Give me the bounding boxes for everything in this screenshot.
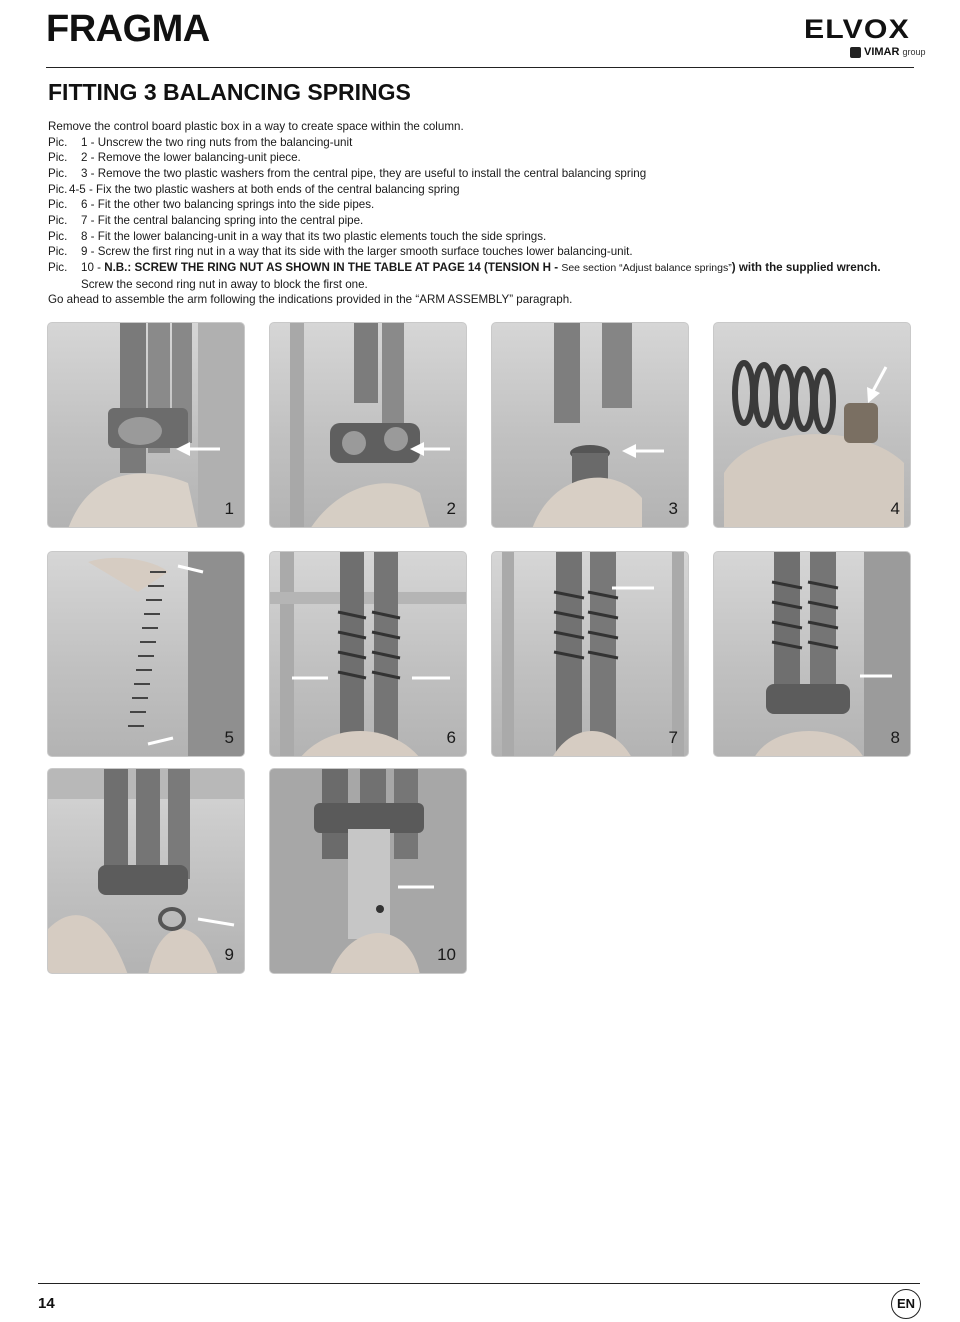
- vimar-logo-icon: [850, 47, 861, 58]
- elvox-logo: [804, 14, 926, 62]
- logo-group-text: group: [902, 47, 926, 57]
- photo-3-illustration: [492, 323, 689, 528]
- photo-label: 5: [224, 728, 234, 747]
- photo-10: [269, 768, 467, 974]
- photo-8: [713, 551, 911, 757]
- photo-label: 4: [890, 499, 900, 518]
- step-prefix: Pic.: [48, 135, 68, 149]
- brand-title: FRAGMA: [46, 8, 210, 50]
- photo-3: [491, 322, 689, 528]
- step-prefix: Pic.: [48, 245, 68, 259]
- step-line: [48, 229, 928, 245]
- step-text: 1 - Unscrew the two ring nuts from the balancing-unit: [81, 135, 353, 149]
- header-divider: [46, 67, 914, 68]
- page-number: 14: [38, 1295, 55, 1312]
- photo-label: 7: [668, 728, 678, 747]
- step-line: [48, 197, 928, 213]
- photo-1-illustration: [48, 323, 245, 528]
- step-prefix: Pic.: [48, 182, 68, 196]
- step-text: 9 - Screw the first ring nut in a way that its side with the larger smooth surface touches lower balancing-unit.: [81, 245, 633, 259]
- step-prefix: Pic.: [48, 166, 68, 180]
- step-line: [48, 166, 928, 182]
- intro-line: Remove the control board plastic box in a way to create space within the column.: [48, 120, 464, 133]
- step-prefix: Pic.: [48, 151, 68, 165]
- step-warning-b: ) with the supplied wrench.: [731, 260, 881, 274]
- step-text: 7 - Fit the central balancing spring into the central pipe.: [81, 213, 364, 227]
- photo-label: 8: [890, 728, 900, 747]
- step-line: [48, 213, 928, 229]
- step-prefix: Pic.: [48, 229, 68, 243]
- step-text: 4-5 - Fix the two plastic washers at both ends of the central balancing spring: [69, 182, 460, 196]
- photo-7-illustration: [492, 552, 689, 757]
- photo-label: 10: [437, 945, 456, 964]
- photo-6: [269, 551, 467, 757]
- section-title: FITTING 3 BALANCING SPRINGS: [48, 79, 411, 105]
- photo-2: [269, 322, 467, 528]
- photo-9-illustration: [48, 769, 245, 974]
- photo-10-illustration: [270, 769, 467, 974]
- photo-5: [47, 551, 245, 757]
- step-line: [48, 150, 928, 166]
- photo-label: 9: [224, 945, 234, 964]
- language-badge: EN: [891, 1289, 921, 1319]
- photo-label: 2: [446, 499, 456, 518]
- photo-9: [47, 768, 245, 974]
- step-prefix: Pic.: [48, 213, 68, 227]
- step-line: [48, 135, 928, 151]
- step-prefix: Pic.: [48, 260, 68, 274]
- photo-label: 6: [446, 728, 456, 747]
- step-warning-a: N.B.: SCREW THE RING NUT AS SHOWN IN THE TABLE AT PAGE 14 (TENSION H -: [104, 260, 562, 274]
- instructions: [48, 119, 928, 308]
- step-line: [48, 182, 928, 198]
- photo-label: 3: [668, 499, 678, 518]
- logo-main-text: ELVOX: [804, 14, 910, 44]
- step-prefix: Pic.: [48, 198, 68, 212]
- photo-7: [491, 551, 689, 757]
- step-text: 6 - Fit the other two balancing springs into the side pipes.: [81, 198, 375, 212]
- photo-label: 1: [224, 499, 234, 518]
- photo-8-illustration: [714, 552, 911, 757]
- photo-5-illustration: [48, 552, 245, 757]
- photo-6-illustration: [270, 552, 467, 757]
- logo-sub: [850, 46, 925, 58]
- photo-4: [713, 322, 911, 528]
- step-line-10-continued: Screw the second ring nut in away to block the first one.: [81, 277, 368, 291]
- logo-vimar-text: VIMAR: [864, 46, 900, 58]
- step-num: 10 -: [81, 260, 105, 274]
- step-text: 3 - Remove the two plastic washers from the central pipe, they are useful to install the central balancing spring: [81, 166, 647, 180]
- photo-4-illustration: [714, 323, 911, 528]
- step-text: 2 - Remove the lower balancing-unit piece.: [81, 151, 301, 165]
- step-line-10: [48, 260, 928, 277]
- photo-2-illustration: [270, 323, 467, 528]
- photo-1: [47, 322, 245, 528]
- step-text: 8 - Fit the lower balancing-unit in a way that its two plastic elements touch the side springs.: [81, 229, 547, 243]
- step-line: [48, 244, 928, 260]
- step-reference: See section “Adjust balance springs”: [561, 261, 732, 274]
- footer-divider: [38, 1283, 920, 1284]
- closing-line: Go ahead to assemble the arm following the indications provided in the “ARM ASSEMBLY” paragraph.: [48, 293, 573, 307]
